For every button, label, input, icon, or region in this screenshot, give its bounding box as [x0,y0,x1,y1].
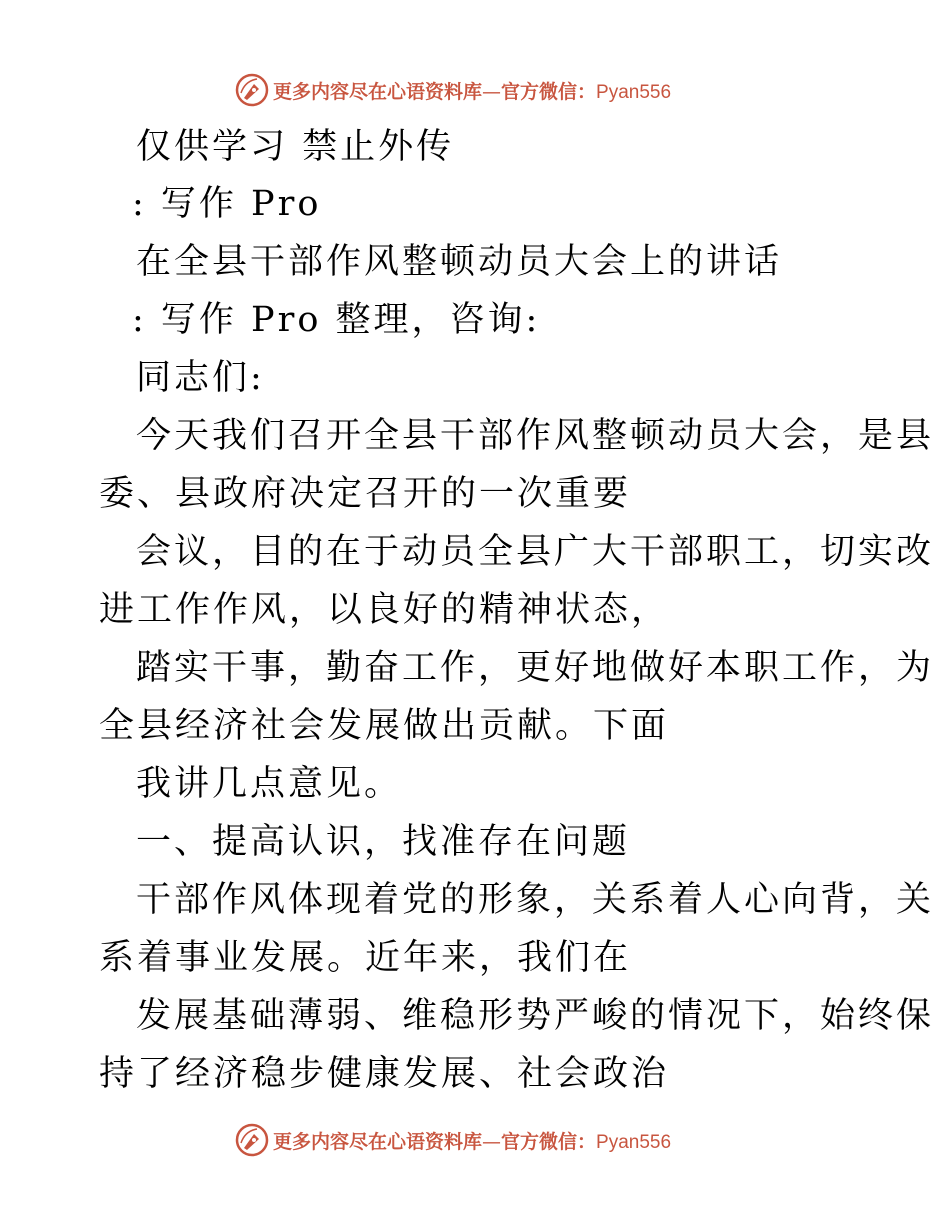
paragraph-line: 进工作作风，以良好的精神状态， [99,590,670,630]
paragraph-line: 委、县政府决定召开的一次重要 [99,474,632,514]
salutation: 同志们: [136,358,265,398]
paragraph-line: 持了经济稳步健康发展、社会政治 [99,1054,670,1094]
section-heading: 一、提高认识，找准存在问题 [136,822,631,862]
author-line: : 写作 Pro [132,184,322,224]
paragraph-line: 会议，目的在于动员全县广大干部职工，切实改 [136,532,935,572]
paragraph-line: 干部作风体现着党的形象，关系着人心向背，关 [136,880,935,920]
paragraph-line: 全县经济社会发展做出贡献。下面 [99,706,670,746]
paragraph-line: 今天我们召开全县干部作风整顿动员大会，是县 [136,416,935,456]
paragraph-line: 发展基础薄弱、维稳形势严峻的情况下，始终保 [136,996,935,1036]
paragraph-line: 我讲几点意见。 [136,764,403,804]
source-line: : 写作 Pro 整理，咨询: [132,300,541,340]
notice-line: 仅供学习 禁止外传 [136,127,455,167]
watermark-banner-bottom [235,1122,671,1158]
paragraph-line: 踏实干事，勤奋工作，更好地做好本职工作，为 [136,648,935,688]
watermark-banner-top [235,72,671,108]
watermark-text: 更多内容尽在心语资料库—官方微信：Pyan556 [273,1130,672,1153]
watermark-text: 更多内容尽在心语资料库—官方微信：Pyan556 [273,80,672,103]
paragraph-line: 系着事业发展。近年来，我们在 [99,938,632,978]
document-title: 在全县干部作风整顿动员大会上的讲话 [136,242,783,282]
pen-nib-logo-icon [235,73,269,107]
pen-nib-logo-icon [235,1123,269,1157]
